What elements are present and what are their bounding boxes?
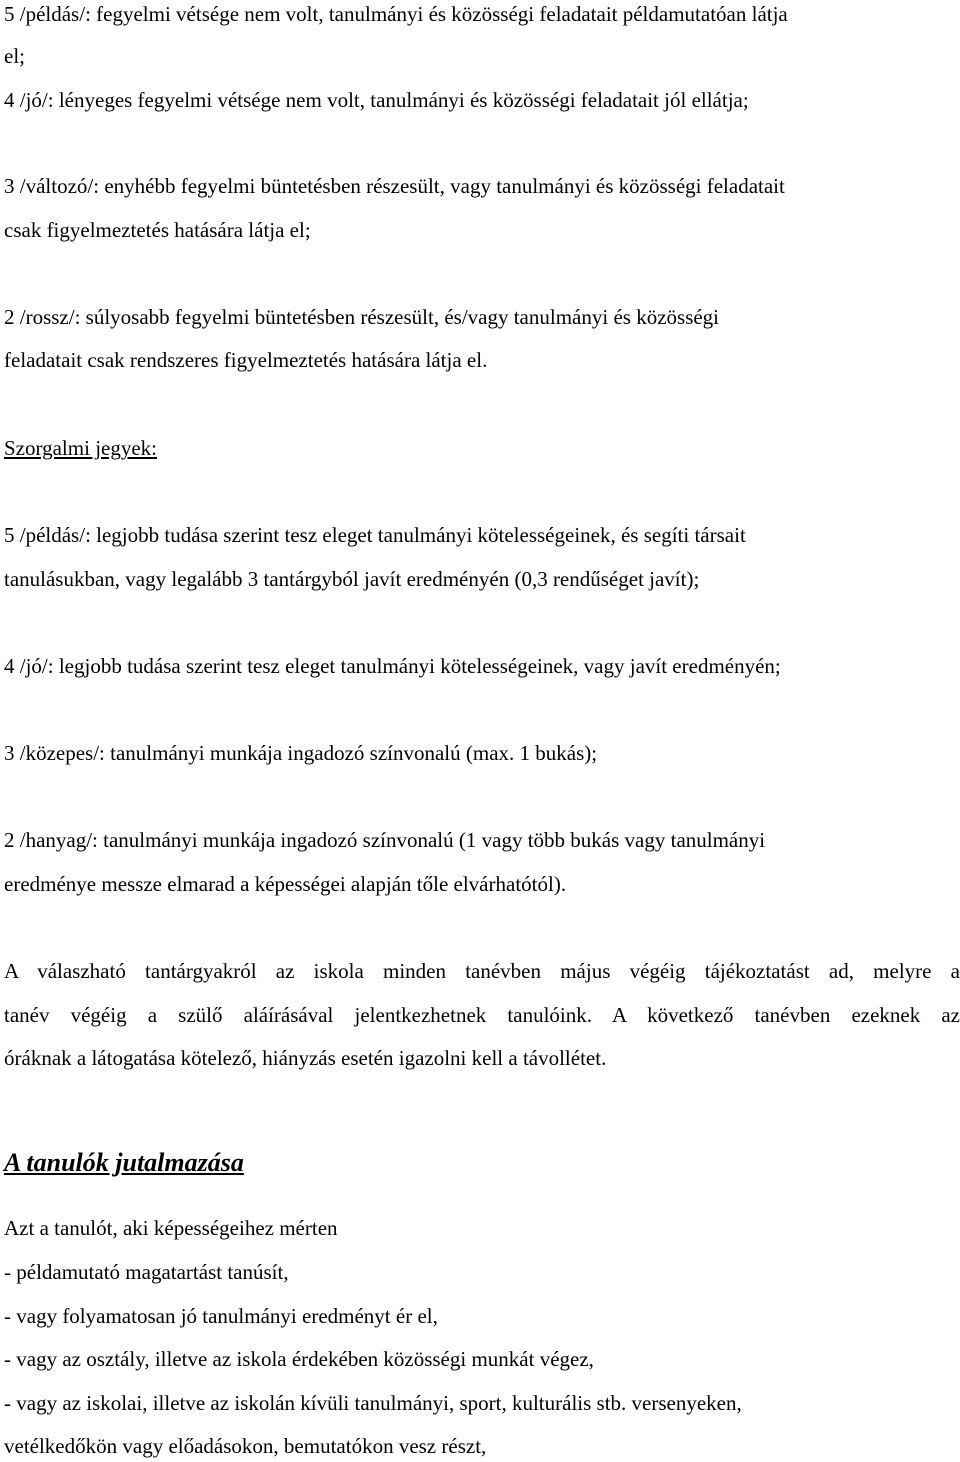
szorgalom-hanyag-line-2: eredménye messze elmarad a képességei alapján tőle elvárhatótól). — [4, 872, 567, 896]
magatartas-valtozo-line-2: csak figyelmeztetés hatására látja el; — [4, 218, 311, 242]
magatartas-peldas-line-1: 5 /példás/: fegyelmi vétsége nem volt, tanulmányi és közösségi feladatait példamutatóan látja — [4, 2, 788, 26]
jutalmazas-list-item: - vagy az osztály, illetve az iskola érdekében közösségi munkát végez, — [4, 1347, 594, 1371]
magatartas-peldas-line-2: el; — [4, 44, 25, 68]
magatartas-jo-line: 4 /jó/: lényeges fegyelmi vétsége nem volt, tanulmányi és közösségi feladatait jól ellátja; — [4, 88, 749, 112]
szorgalmi-jegyek-title: Szorgalmi jegyek: — [4, 436, 157, 460]
jutalmazas-list-item: vetélkedőkön vagy előadásokon, bemutatókon vesz részt, — [4, 1434, 487, 1458]
szorgalom-hanyag-line-1: 2 /hanyag/: tanulmányi munkája ingadozó színvonalú (1 vagy több bukás vagy tanulmányi — [4, 828, 766, 852]
magatartas-rossz-line-2: feladatait csak rendszeres figyelmeztetés hatására látja el. — [4, 348, 488, 372]
valaszthato-line-1: A válaszható tantárgyakról az iskola minden tanévben május végéig tájékoztatást ad, melyre a — [4, 959, 960, 983]
jutalmazas-list-item: - vagy az iskolai, illetve az iskolán kívüli tanulmányi, sport, kulturális stb. versenyeken, — [4, 1391, 742, 1415]
szorgalom-peldas-line-1: 5 /példás/: legjobb tudása szerint tesz eleget tanulmányi kötelességeinek, és segíti társait — [4, 523, 746, 547]
jutalmazas-heading: A tanulók jutalmazása — [4, 1148, 244, 1177]
jutalmazas-list-item: - vagy folyamatosan jó tanulmányi eredményt ér el, — [4, 1304, 438, 1328]
szorgalom-jo-line: 4 /jó/: legjobb tudása szerint tesz eleget tanulmányi kötelességeinek, vagy javít eredményén; — [4, 654, 781, 678]
magatartas-rossz-line-1: 2 /rossz/: súlyosabb fegyelmi büntetésben részesült, és/vagy tanulmányi és közösségi — [4, 305, 720, 329]
jutalmazas-intro: Azt a tanulót, aki képességeihez mérten — [4, 1216, 338, 1240]
szorgalom-kozepes-line: 3 /közepes/: tanulmányi munkája ingadozó színvonalú (max. 1 bukás); — [4, 741, 598, 765]
jutalmazas-list-item: - példamutató magatartást tanúsít, — [4, 1260, 289, 1284]
szorgalom-peldas-line-2: tanulásukban, vagy legalább 3 tantárgyból javít eredményén (0,3 rendűséget javít); — [4, 567, 700, 591]
magatartas-valtozo-line-1: 3 /változó/: enyhébb fegyelmi büntetésben részesült, vagy tanulmányi és közösségi feladatait — [4, 174, 785, 198]
valaszthato-line-3: óráknak a látogatása kötelező, hiányzás esetén igazolni kell a távollétet. — [4, 1046, 607, 1070]
valaszthato-line-2: tanév végéig a szülő aláírásával jelentkezhetnek tanulóink. A következő tanévben ezeknek az — [4, 1003, 960, 1027]
